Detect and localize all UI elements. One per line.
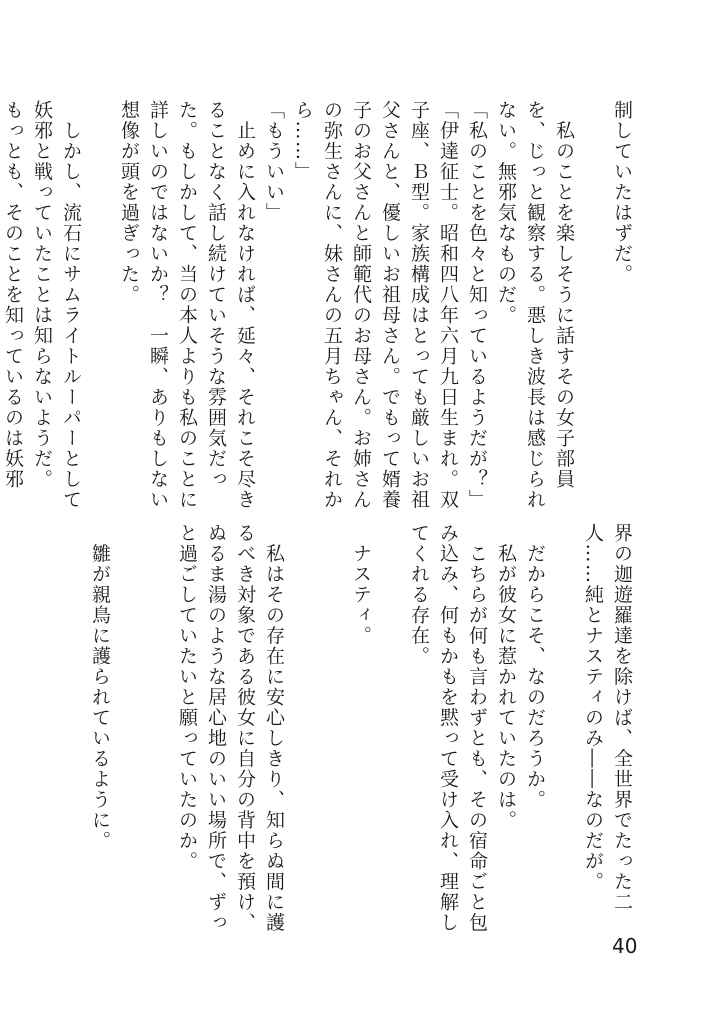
page-number: 40 bbox=[612, 934, 638, 958]
upper-text-column: 父さんと、優しいお祖母さん。でもって婿養 bbox=[379, 100, 401, 510]
upper-text-column: 止めに入れなければ、延々、それこそ尽き bbox=[234, 100, 256, 510]
lower-text-column: 界の迦遊羅達を除けば、全世界でたった二 bbox=[611, 523, 633, 913]
lower-text-column: だからこそ、なのだろうか。 bbox=[524, 523, 546, 810]
lower-text-column: と過ごしていたいと願っていたのか。 bbox=[176, 523, 198, 872]
lower-text-column: 私が彼女に惹かれていたのは。 bbox=[495, 523, 517, 831]
lower-text-column bbox=[143, 523, 172, 923]
upper-text-column: 私のことを楽しそうに話すその女子部員 bbox=[553, 100, 575, 490]
upper-text-column: 子のお父さんと師範代のお母さん。お姉さん bbox=[350, 100, 372, 510]
lower-text-column: るべき対象である彼女に自分の背中を預け、 bbox=[234, 523, 256, 933]
upper-text-column: ら……」 bbox=[292, 100, 314, 182]
upper-text-column: 「私のことを色々と知っているようだが？」 bbox=[466, 100, 488, 510]
upper-text-column: しかし、流石にサムライトルーパーとして bbox=[60, 100, 82, 510]
upper-text-column: 子座、Ｂ型。家族構成はとっても厳しいお祖 bbox=[408, 100, 430, 510]
lower-text-column: ナスティ。 bbox=[350, 523, 372, 646]
upper-text-column: ない。無邪気なものだ。 bbox=[495, 100, 517, 326]
lower-text-column: こちらが何も言わずとも、その宿命ごと包 bbox=[466, 523, 488, 933]
lower-text-column bbox=[549, 523, 578, 923]
upper-text-column: を、じっと観察する。悪しき波長は感じられ bbox=[524, 100, 546, 510]
lower-text-column: 雛が親鳥に護られているように。 bbox=[89, 523, 111, 851]
upper-text-column: 詳しいのではないか？ 一瞬、ありもしない bbox=[147, 100, 169, 510]
upper-text-column bbox=[85, 100, 114, 495]
upper-text-column: た。もしかして、当の本人よりも私のことに bbox=[176, 100, 198, 510]
lower-text-column: てくれる存在。 bbox=[408, 523, 430, 667]
upper-text-column: もっとも、そのことを知っているのは妖邪 bbox=[2, 100, 24, 490]
lower-text-column: 私はその存在に安心しきり、知らぬ間に護 bbox=[263, 523, 285, 933]
lower-text-column bbox=[288, 523, 317, 923]
upper-text-column bbox=[578, 100, 607, 495]
upper-text-column: 想像が頭を過ぎった。 bbox=[118, 100, 140, 305]
upper-text-column: の弥生さんに、妹さんの五月ちゃん、それか bbox=[321, 100, 343, 510]
lower-text-column bbox=[317, 523, 346, 923]
upper-text-column: 妖邪と戦っていたことは知らないようだ。 bbox=[31, 100, 53, 490]
lower-text-column bbox=[114, 523, 143, 923]
lower-text-column: 人……純とナスティのみ――なのだが。 bbox=[582, 523, 604, 892]
lower-text-column bbox=[375, 523, 404, 923]
upper-text-column: 制していたはずだ。 bbox=[611, 100, 633, 285]
lower-text-column: み込み、何もかもを黙って受け入れ、理解し bbox=[437, 523, 459, 933]
upper-text-column: 「伊達征士。昭和四八年六月九日生まれ。双 bbox=[437, 100, 459, 510]
upper-text-column: ることなく話し続けていそうな雰囲気だっ bbox=[205, 100, 227, 490]
upper-text-block bbox=[0, 100, 636, 510]
upper-text-column: 「もういい」 bbox=[263, 100, 285, 223]
lower-text-column: ぬるま湯のような居心地のいい場所で、ずっ bbox=[205, 523, 227, 933]
lower-text-block bbox=[85, 523, 636, 933]
